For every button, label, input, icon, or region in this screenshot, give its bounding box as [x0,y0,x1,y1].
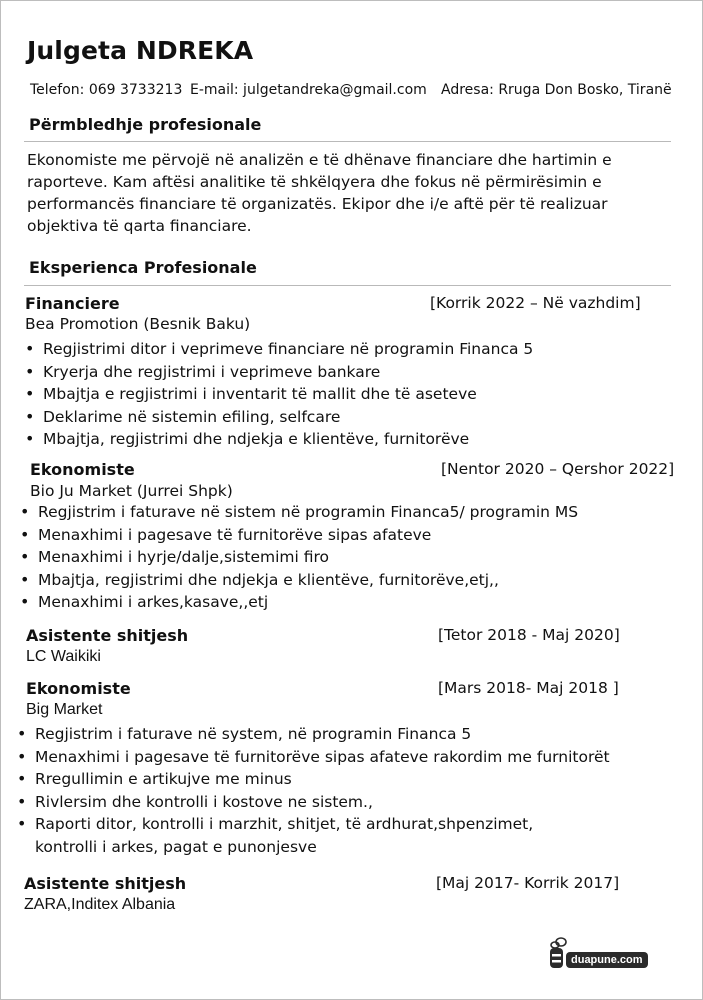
watermark-text: duapune.com [566,952,648,968]
job-employer: ZARA,Inditex Albania [24,896,176,913]
list-item: • Regjistrimi ditor i veprimeve financiare në programin Financa 5 [25,338,533,361]
list-item: • Raporti ditor, kontrolli i marzhit, shitjet, të ardhurat,shpenzimet, kontrolli i arkes, pagat e punonjesve [17,813,595,858]
job-bullets [25,338,533,451]
job-dates: [Nentor 2020 – Qershor 2022] [441,460,675,478]
job-employer: Big Market [26,701,103,718]
phone-text: Telefon: 069 3733213 [30,82,183,98]
experience-heading: Eksperienca Profesionale [29,258,257,277]
email-text: E-mail: julgetandreka@gmail.com [190,82,427,98]
list-item: • Menaxhimi i pagesave të furnitorëve sipas afateve [20,524,578,547]
summary-heading: Përmbledhje profesionale [29,115,262,134]
section-divider [24,285,671,286]
job-dates: [Maj 2017- Korrik 2017] [436,874,620,892]
job-employer: Bio Ju Market (Jurrei Shpk) [30,482,233,500]
list-item: • Rregullimin e artikujve me minus [17,768,610,791]
candidate-name: Julgeta NDREKA [27,36,254,65]
list-item: • Menaxhimi i pagesave të furnitorëve sipas afateve rakordim me furnitorët [17,746,610,769]
summary-text: Ekonomiste me përvojë në analizën e të dhënave financiare dhe hartimin e raporteve. Kam aftësi analitike të shkëlqyera dhe fokus në përmirësimin e performancës financiare të organizatës. Ekipor dhe i/e aftë për të realizuar objektiva të qarta financiare. [27,151,612,235]
list-item: • Regjistrim i faturave në sistem në programin Financa5/ programin MS [20,501,578,524]
list-item: • Menaxhimi i hyrje/dalje,sistemimi firo [20,546,578,569]
list-item: • Mbajtja e regjistrimi i inventarit të mallit dhe të aseteve [25,383,533,406]
job-title: Ekonomiste [26,679,131,698]
job-dates: [Mars 2018- Maj 2018 ] [438,679,619,697]
section-divider [24,141,671,142]
job-dates: [Korrik 2022 – Në vazhdim] [430,294,641,312]
job-bullets [17,723,610,858]
address-text: Adresa: Rruga Don Bosko, Tiranë [441,82,672,98]
list-item: • Kryerja dhe regjistrimi i veprimeve bankare [25,361,533,384]
job-title: Financiere [25,294,120,313]
list-item: • Menaxhimi i arkes,kasave,,etj [20,591,578,614]
job-title: Asistente shitjesh [26,626,189,645]
duapune-logo [549,932,659,976]
job-dates: [Tetor 2018 - Maj 2020] [438,626,620,644]
job-title: Asistente shitjesh [24,874,187,893]
job-employer: Bea Promotion (Besnik Baku) [25,315,251,333]
list-item: • Mbajtja, regjistrimi dhe ndjekja e klientëve, furnitorëve [25,428,533,451]
list-item: • Regjistrim i faturave në system, në programin Financa 5 [17,723,610,746]
job-bullets [20,501,578,614]
job-employer: LC Waikiki [26,648,101,665]
list-item: • Deklarime në sistemin efiling, selfcare [25,406,533,429]
job-title: Ekonomiste [30,460,135,479]
list-item: • Mbajtja, regjistrimi dhe ndjekja e klientëve, furnitorëve,etj,, [20,569,578,592]
list-item: • Rivlersim dhe kontrolli i kostove ne sistem., [17,791,610,814]
